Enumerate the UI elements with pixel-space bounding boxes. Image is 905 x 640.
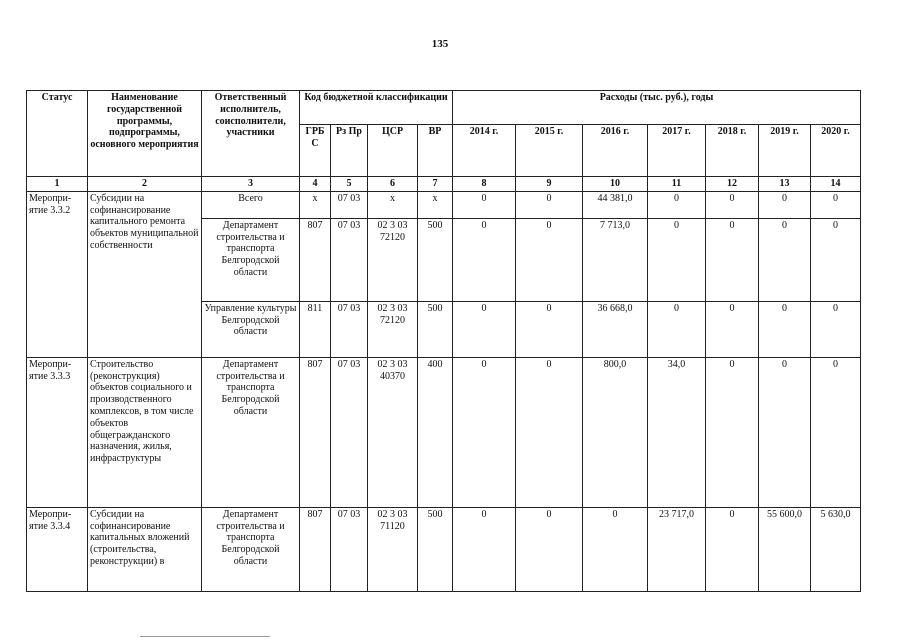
rzpr-cell: 07 03 (331, 191, 368, 218)
value-cell: 0 (706, 191, 759, 218)
measure-name-cell: Субсидии на софинансирование капитальных вложений (строительства, реконструкции) в (88, 507, 202, 591)
budget-table (26, 90, 861, 592)
header-year: 2019 г. (759, 125, 811, 177)
value-cell: 0 (706, 357, 759, 507)
csr-cell: 02 3 03 71120 (368, 507, 418, 591)
grbs-cell: 811 (300, 301, 331, 357)
value-cell: 0 (811, 357, 861, 507)
header-csr: ЦСР (368, 125, 418, 177)
value-cell: 0 (706, 218, 759, 301)
column-number: 11 (648, 177, 706, 192)
csr-cell: 02 3 03 72120 (368, 301, 418, 357)
footer-divider (140, 636, 270, 637)
value-cell: 0 (453, 507, 516, 591)
rzpr-cell: 07 03 (331, 357, 368, 507)
value-cell: 0 (759, 191, 811, 218)
value-cell: 0 (453, 357, 516, 507)
executor-cell: Департамент строительства и транспорта Белгородской области (202, 357, 300, 507)
column-number: 13 (759, 177, 811, 192)
value-cell: 0 (453, 191, 516, 218)
header-executor: Ответственный исполнитель, соисполнители, участники (202, 91, 300, 177)
column-number: 4 (300, 177, 331, 192)
executor-cell: Департамент строительства и транспорта Белгородской области (202, 507, 300, 591)
value-cell: 34,0 (648, 357, 706, 507)
column-number-row (27, 177, 861, 192)
value-cell: 0 (648, 301, 706, 357)
header-program-name: Наименование государственной программы, подпрограммы, основного мероприятия (88, 91, 202, 177)
vr-cell: 500 (418, 507, 453, 591)
column-number: 8 (453, 177, 516, 192)
column-number: 7 (418, 177, 453, 192)
vr-cell: 400 (418, 357, 453, 507)
header-rzpr: Рз Пр (331, 125, 368, 177)
measure-name-cell: Строительство (реконструкция) объектов социального и производственного комплексов, в том числе объектов общегражданского назначения, жилья, инфраструктуры (88, 357, 202, 507)
value-cell: 44 381,0 (583, 191, 648, 218)
header-vr: ВР (418, 125, 453, 177)
column-number: 5 (331, 177, 368, 192)
grbs-cell: 807 (300, 218, 331, 301)
value-cell: 5 630,0 (811, 507, 861, 591)
value-cell: 0 (648, 191, 706, 218)
column-number: 6 (368, 177, 418, 192)
grbs-cell: х (300, 191, 331, 218)
column-number: 1 (27, 177, 88, 192)
table-row (27, 507, 861, 591)
vr-cell: 500 (418, 218, 453, 301)
column-number: 10 (583, 177, 648, 192)
value-cell: 23 717,0 (648, 507, 706, 591)
value-cell: 55 600,0 (759, 507, 811, 591)
header-year: 2016 г. (583, 125, 648, 177)
table-row (27, 357, 861, 507)
value-cell: 0 (453, 218, 516, 301)
header-year: 2015 г. (516, 125, 583, 177)
executor-cell: Управление культуры Белгородской области (202, 301, 300, 357)
header-year: 2014 г. (453, 125, 516, 177)
status-cell: Меропри-ятие 3.3.4 (27, 507, 88, 591)
status-cell: Меропри-ятие 3.3.2 (27, 191, 88, 357)
value-cell: 36 668,0 (583, 301, 648, 357)
value-cell: 0 (516, 357, 583, 507)
header-year: 2020 г. (811, 125, 861, 177)
value-cell: 0 (453, 301, 516, 357)
grbs-cell: 807 (300, 507, 331, 591)
csr-cell: х (368, 191, 418, 218)
header-budget-code: Код бюджетной классификации (300, 91, 453, 125)
value-cell: 0 (759, 301, 811, 357)
value-cell: 0 (811, 218, 861, 301)
header-year: 2017 г. (648, 125, 706, 177)
value-cell: 0 (811, 191, 861, 218)
value-cell: 0 (583, 507, 648, 591)
column-number: 2 (88, 177, 202, 192)
rzpr-cell: 07 03 (331, 218, 368, 301)
csr-cell: 02 3 03 40370 (368, 357, 418, 507)
executor-cell: Департамент строительства и транспорта Белгородской области (202, 218, 300, 301)
value-cell: 0 (516, 301, 583, 357)
rzpr-cell: 07 03 (331, 507, 368, 591)
column-number: 14 (811, 177, 861, 192)
header-expenses: Расходы (тыс. руб.), годы (453, 91, 861, 125)
status-cell: Меропри-ятие 3.3.3 (27, 357, 88, 507)
header-status: Статус (27, 91, 88, 177)
value-cell: 0 (516, 507, 583, 591)
value-cell: 7 713,0 (583, 218, 648, 301)
value-cell: 0 (648, 218, 706, 301)
vr-cell: 500 (418, 301, 453, 357)
column-number: 3 (202, 177, 300, 192)
value-cell: 0 (759, 357, 811, 507)
table-row (27, 191, 861, 218)
column-number: 9 (516, 177, 583, 192)
column-number: 12 (706, 177, 759, 192)
value-cell: 800,0 (583, 357, 648, 507)
header-year: 2018 г. (706, 125, 759, 177)
grbs-cell: 807 (300, 357, 331, 507)
value-cell: 0 (759, 218, 811, 301)
value-cell: 0 (516, 191, 583, 218)
executor-cell: Всего (202, 191, 300, 218)
value-cell: 0 (811, 301, 861, 357)
value-cell: 0 (706, 301, 759, 357)
csr-cell: 02 3 03 72120 (368, 218, 418, 301)
header-grbs: ГРБ С (300, 125, 331, 177)
measure-name-cell: Субсидии на софинансирование капитального ремонта объектов муниципальной собственности (88, 191, 202, 357)
value-cell: 0 (706, 507, 759, 591)
value-cell: 0 (516, 218, 583, 301)
rzpr-cell: 07 03 (331, 301, 368, 357)
page-number: 135 (431, 38, 449, 50)
vr-cell: х (418, 191, 453, 218)
table-header (27, 91, 861, 177)
